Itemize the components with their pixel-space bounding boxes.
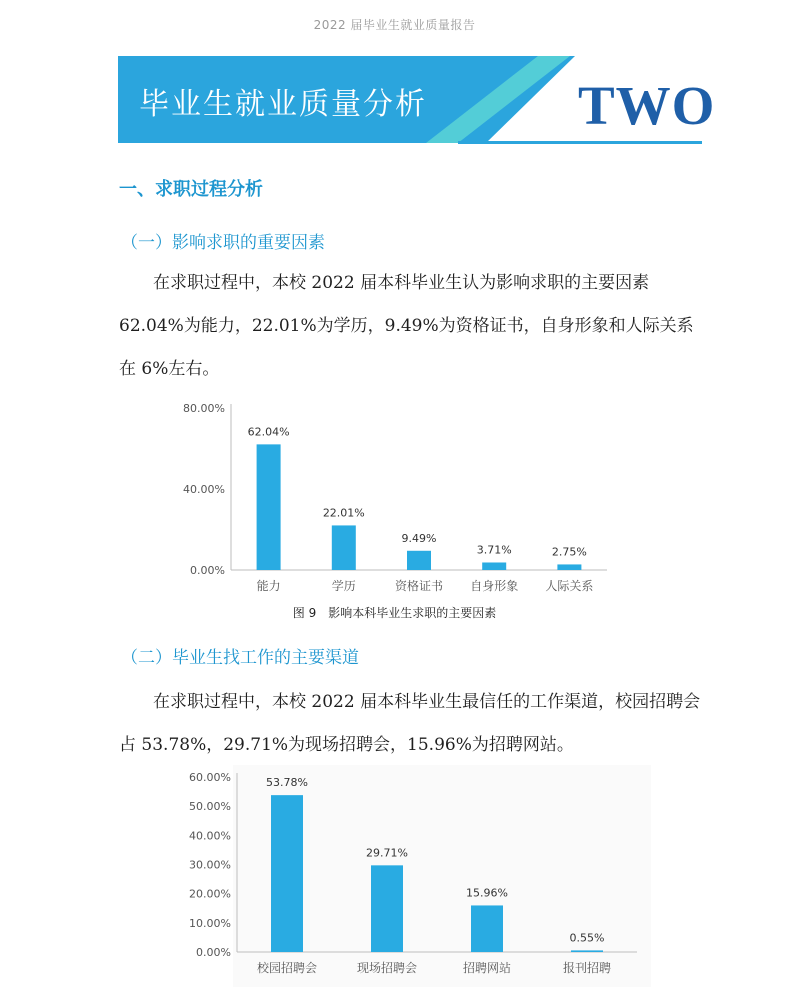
chart-job-channels	[165, 765, 655, 990]
x-tick-label: 人际关系	[545, 579, 594, 593]
section-banner	[118, 56, 716, 143]
figure-caption: 图 9 影响本科毕业生求职的主要因素	[292, 606, 497, 620]
y-tick-label: 40.00%	[189, 829, 231, 843]
x-tick-label: 校园招聘会	[256, 961, 318, 975]
bar	[271, 795, 303, 952]
paragraph-channels: 在求职过程中，本校 2022 届本科毕业生最信任的工作渠道，校园招聘会占 53.78%，29.71%为现场招聘会，15.96%为招聘网站。	[119, 692, 701, 755]
chart-job-factors	[165, 396, 625, 601]
bar-value-label: 9.49%	[401, 531, 437, 545]
x-tick-label: 学历	[331, 579, 356, 593]
bar	[571, 950, 603, 952]
y-tick-label: 40.00%	[183, 483, 225, 496]
x-tick-label: 现场招聘会	[356, 961, 418, 975]
bar-value-label: 62.04%	[247, 425, 290, 439]
banner-badge: TWO	[578, 75, 716, 136]
x-tick-label: 能力	[256, 579, 281, 593]
y-tick-label: 50.00%	[189, 800, 231, 814]
y-tick-label: 0.00%	[190, 564, 225, 577]
y-tick-label: 60.00%	[189, 771, 231, 784]
bar	[332, 525, 356, 570]
bar	[371, 865, 403, 952]
y-tick-label: 20.00%	[189, 887, 231, 901]
bar-value-label: 0.55%	[569, 931, 605, 945]
y-tick-label: 0.00%	[196, 946, 231, 959]
running-header: 2022 届毕业生就业质量报告	[313, 18, 476, 32]
banner-title: 毕业生就业质量分析	[139, 87, 427, 122]
bar	[482, 562, 506, 570]
bar-value-label: 15.96%	[466, 886, 508, 900]
bar	[471, 905, 503, 952]
subsection-heading-factors: （一）影响求职的重要因素	[121, 233, 325, 253]
bar-value-label: 2.75%	[551, 545, 587, 559]
bar-value-label: 29.71%	[366, 846, 408, 860]
bar-value-label: 3.71%	[476, 543, 512, 557]
bar-value-label: 22.01%	[322, 506, 365, 520]
paragraph-factors: 在求职过程中，本校 2022 届本科毕业生认为影响求职的主要因素 62.04%为能力，22.01%为学历，9.49%为资格证书，自身形象和人际关系在 6%左右。	[119, 273, 694, 379]
subsection-heading-channels: （二）毕业生找工作的主要渠道	[121, 648, 359, 668]
y-tick-label: 30.00%	[189, 858, 231, 872]
bar-value-label: 53.78%	[266, 776, 308, 790]
bar	[557, 564, 581, 570]
x-tick-label: 自身形象	[470, 579, 519, 593]
y-tick-label: 80.00%	[183, 402, 225, 415]
x-tick-label: 报刊招聘	[562, 961, 612, 975]
x-tick-label: 招聘网站	[462, 961, 512, 975]
bar	[257, 444, 281, 570]
y-tick-label: 10.00%	[189, 916, 231, 930]
section-heading: 一、求职过程分析	[119, 179, 263, 200]
banner-underline	[458, 141, 702, 144]
bar	[407, 551, 431, 570]
x-tick-label: 资格证书	[394, 579, 444, 593]
